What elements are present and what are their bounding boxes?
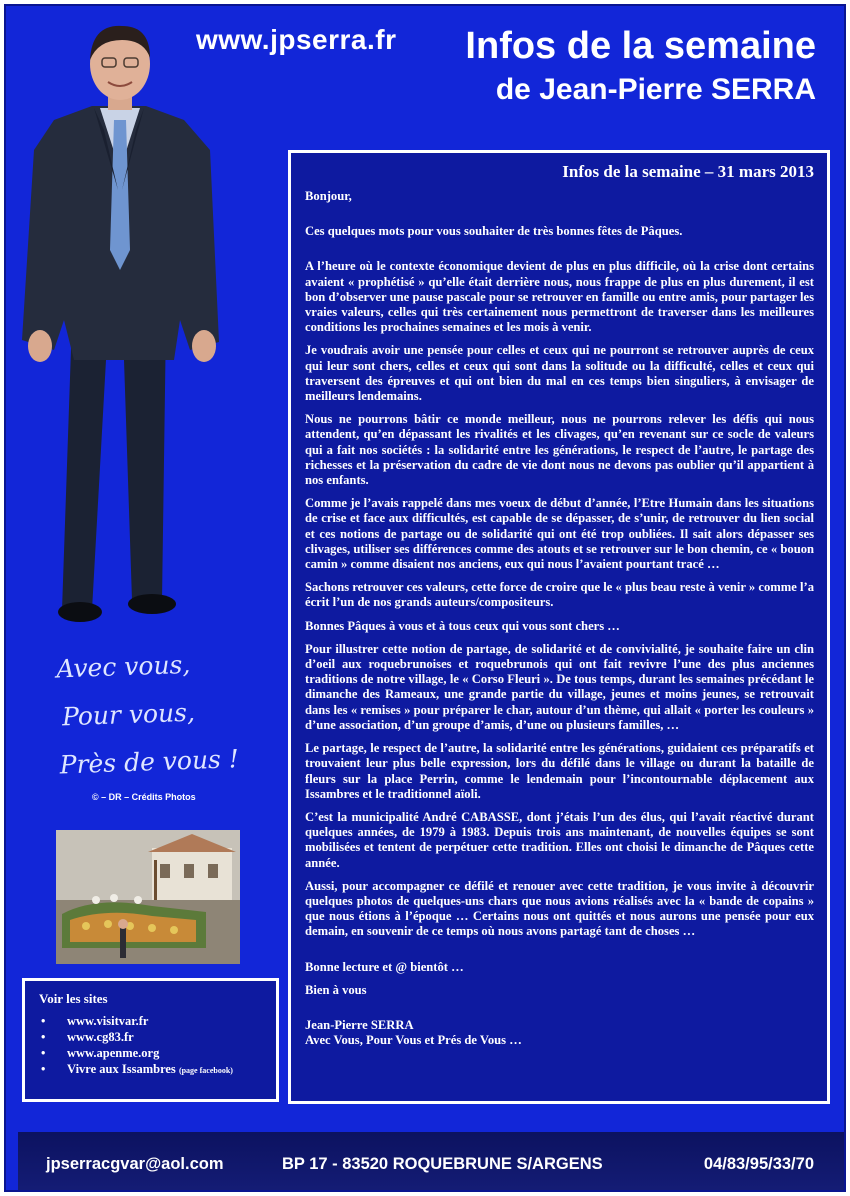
- regards: Bien à vous: [305, 982, 367, 997]
- signature-line: Avec vous,: [55, 649, 191, 684]
- paragraph: Nous ne pourrons bâtir ce monde meilleur, nous ne pourrons relever les défis qui nous attendent, qu’en dépassant les rivalités et les clivages, qu’en revenant sur ce socle de valeurs qui a fait nos sociétés : la solidarité entre les générations, le respect de l’autre, le partage des richesses et la préservation du cadre de vie dont nous ne devons pas oublier qu’il appartient à nos enfants.: [305, 412, 814, 488]
- portrait-photo: [14, 20, 224, 630]
- paragraph: Aussi, pour accompagner ce défilé et renouer avec cette tradition, je vous invite à découvrir quelques photos de quelques-uns chars que nous avions réalisés avec la « bande de copains » que nous étions à l’époque … Certains nous ont quittés et nous aurons une pensée pour eux demain, en souvenir de ce temps où nous avons partagé tant de choses …: [305, 878, 814, 939]
- newsletter-page: [4, 4, 846, 1192]
- paragraph: Le partage, le respect de l’autre, la solidarité entre les générations, guidaient ces préparatifs et trouvaient leur plus belle expression, lors du défilé dans le village ou durant la bataille de fleurs sur la place Perrin, comme le lendemain pour l’incontournable déplacement aux Issambres et le traditionnel aïoli.: [305, 741, 814, 801]
- site-link-issambres[interactable]: [39, 1061, 266, 1079]
- footer-address: BP 17 - 83520 ROQUEBRUNE S/ARGENS: [282, 1155, 603, 1173]
- newsletter-title: Infos de la semaine – 31 mars 2013: [562, 162, 814, 181]
- paragraph: A l’heure où le contexte économique devient de plus en plus difficile, où la crise dont certains avaient « prophétisé » qu’elle était derrière nous, nous frappe de plus en plus durement, il est bon d’observer une pause pascale pour se retrouver en famille ou entre amis, pour partager les vraies valeurs, celles qui très certainement nous permettront de traverser dans les meilleures conditions les prochaines semaines et les mois à venir.: [305, 259, 814, 335]
- footer-bar: [18, 1132, 844, 1190]
- footer-email[interactable]: jpserracgvar@aol.com: [46, 1155, 224, 1173]
- signature-line: Pour vous,: [61, 697, 196, 732]
- site-url[interactable]: www.jpserra.fr: [196, 24, 397, 55]
- page-subtitle: de Jean-Pierre SERRA: [495, 73, 816, 106]
- paragraph: Je voudrais avoir une pensée pour celles et ceux qui ne pourront se retrouver auprès de ceux qui leur sont chers, celles et ceux qui sont dans la solitude ou la difficulté, celles et ceux qui traversent des épreuves et qui ont bien du mal en ces temps bien singuliers, à envisager de meilleurs lendemains.: [305, 343, 814, 404]
- site-link-cg83[interactable]: • www.cg83.fr: [39, 1029, 266, 1045]
- greeting: Bonjour,: [305, 189, 352, 203]
- paragraph: Sachons retrouver ces valeurs, cette force de croire que le « plus beau reste à venir » comme l’a écrit l’un de nos grands auteurs/compositeurs.: [305, 580, 814, 610]
- newsletter-body: [288, 150, 830, 1104]
- paragraph: Ces quelques mots pour vous souhaiter de très bonnes fêtes de Pâques.: [305, 224, 683, 239]
- sites-list: [39, 1013, 266, 1079]
- sites-title: Voir les sites: [39, 991, 108, 1006]
- paragraph: C’est la municipalité André CABASSE, dont j’étais l’un des élus, qui l’avait réactivé durant quelques années, de 1979 à 1983. Depuis trois ans maintenant, de nouvelles équipes se sont mobilisées et tentent de perpétuer cette tradition. Elles ont choisi le dimanche de Pâques cette année.: [305, 809, 814, 870]
- sites-box: [22, 978, 279, 1102]
- signature-line: Près de vous !: [59, 744, 240, 780]
- closing: Bonne lecture et @ bientôt …: [305, 959, 464, 974]
- site-link-visitvar[interactable]: • www.visitvar.fr: [39, 1013, 266, 1029]
- signature-name: Jean-Pierre SERRA: [305, 1017, 414, 1032]
- corso-fleuri-photo: [56, 830, 240, 964]
- footer-phone: 04/83/95/33/70: [703, 1155, 814, 1173]
- signature-motto: Avec Vous, Pour Vous et Prés de Vous …: [305, 1033, 522, 1048]
- site-link-note: (page facebook): [178, 1066, 233, 1075]
- paragraph: Pour illustrer cette notion de partage, de solidarité et de convivialité, je souhaite faire un clin d’oeil aux roquebrunoises et roquebrunois qui ont fait revivre l’une des plus anciennes traditions de notre village, le « Corso Fleuri ». De tous temps, durant les semaines précédant le dimanche des Rameaux, une grande partie du village, jeunes et moins jeunes, se retrouvait dans les « remises » pour préparer le char, autour d’un thème, qui allait « porter les couleurs » d’une association, d’un groupe d’amis, d’une ou plusieurs familles, …: [305, 641, 814, 732]
- paragraph: Comme je l’avais rappelé dans mes voeux de début d’année, l’Etre Humain dans les situations de crise et face aux difficultés, est capable de se dépasser, de s’unir, de retrouver du lien social et ces notions de partage ou de solidarité qui ont été trop oubliées. Il sait alors dépasser ses clivages, utiliser ses différences comme des atouts et se retrouver sur le bon chemin, ce « bouon camin » comme disaient nos anciens, eux qui nous l’avaient pourtant tracé …: [305, 496, 814, 572]
- page-title: Infos de la semaine: [465, 25, 816, 67]
- handwritten-signature: [56, 639, 261, 790]
- site-link-label: Vivre aux Issambres: [67, 1062, 176, 1076]
- paragraph: Bonnes Pâques à vous et à tous ceux qui vous sont chers …: [305, 618, 620, 633]
- site-link-apenme[interactable]: • www.apenme.org: [39, 1045, 266, 1061]
- photo-credits: © – DR – Crédits Photos: [92, 792, 196, 802]
